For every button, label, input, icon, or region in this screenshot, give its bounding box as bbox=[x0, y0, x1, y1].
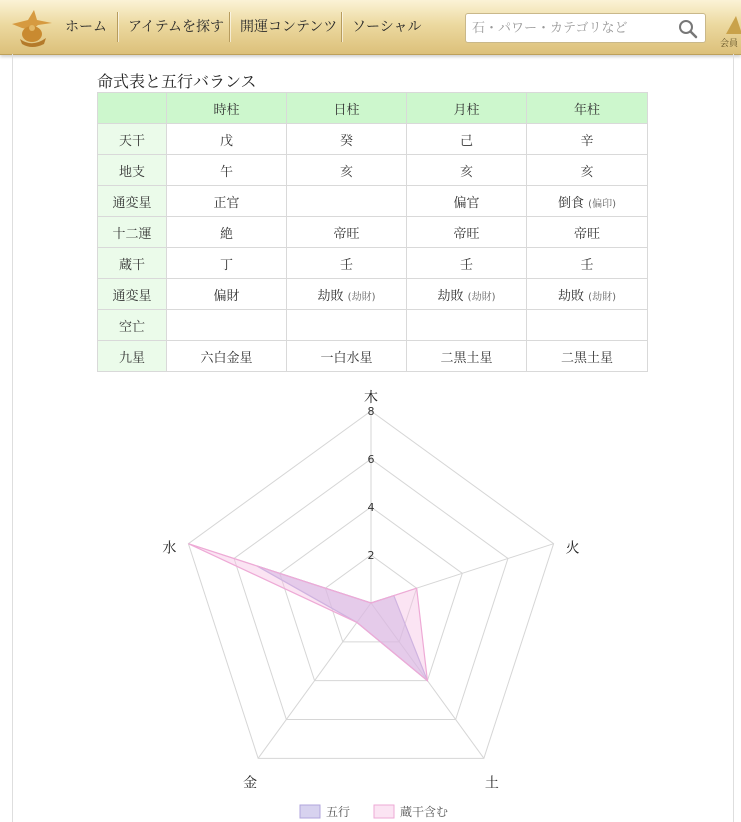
cell-main-text: 劫敗 bbox=[317, 288, 344, 304]
legend-label: 五行 bbox=[326, 805, 351, 819]
table-cell: 戊 bbox=[167, 124, 287, 155]
table-cell: 帝旺 bbox=[287, 217, 407, 248]
nav-social[interactable]: ソーシャル bbox=[352, 19, 422, 35]
member-label[interactable]: 会員 bbox=[720, 39, 739, 49]
header-year-pillar: 年柱 bbox=[527, 93, 648, 124]
row-label: 通変星 bbox=[98, 186, 167, 217]
legend-label: 蔵干含む bbox=[400, 805, 449, 819]
cell-main-text: 劫敗 bbox=[558, 288, 585, 304]
table-cell: 帝旺 bbox=[527, 217, 648, 248]
cell-note: (劫財) bbox=[347, 291, 376, 303]
legend-swatch bbox=[300, 805, 320, 818]
table-cell: 壬 bbox=[407, 248, 527, 279]
radar-tick-label: 4 bbox=[367, 501, 375, 514]
row-label: 蔵干 bbox=[98, 248, 167, 279]
cell-main-text: 倒食 bbox=[558, 195, 585, 211]
table-cell: 二黒土星 bbox=[527, 341, 648, 372]
table-cell: 六白金星 bbox=[167, 341, 287, 372]
section-title: 命式表と五行バランス bbox=[97, 72, 257, 91]
radar-axis-label: 水 bbox=[162, 540, 177, 557]
radar-axis-label: 木 bbox=[364, 390, 378, 406]
radar-tick-label: 2 bbox=[367, 549, 375, 562]
row-label: 空亡 bbox=[98, 310, 167, 341]
table-cell: 亥 bbox=[407, 155, 527, 186]
table-cell: 偏官 bbox=[407, 186, 527, 217]
cell-main-text: 劫敗 bbox=[437, 288, 464, 304]
nav-fortune-contents[interactable]: 開運コンテンツ bbox=[240, 19, 338, 35]
table-cell: 一白水星 bbox=[287, 341, 407, 372]
cell-note: (劫財) bbox=[588, 291, 616, 303]
table-cell: 帝旺 bbox=[407, 217, 527, 248]
cell-note: (劫財) bbox=[467, 291, 496, 303]
table-cell: 壬 bbox=[527, 248, 648, 279]
table-cell: 亥 bbox=[527, 155, 648, 186]
table-cell: 癸 bbox=[287, 124, 407, 155]
cell-note: (偏印) bbox=[588, 198, 616, 210]
header-hour-pillar: 時柱 bbox=[167, 93, 287, 124]
table-cell: 己 bbox=[407, 124, 527, 155]
table-cell: 絶 bbox=[167, 217, 287, 248]
row-label: 九星 bbox=[98, 341, 167, 372]
radar-axis-label: 金 bbox=[243, 775, 258, 792]
table-cell: 二黒土星 bbox=[407, 341, 527, 372]
nav-find-items[interactable]: アイテムを探す bbox=[128, 19, 225, 35]
table-cell: 正官 bbox=[167, 186, 287, 217]
header-month-pillar: 月柱 bbox=[407, 93, 527, 124]
row-label: 地支 bbox=[98, 155, 167, 186]
row-label: 天干 bbox=[98, 124, 167, 155]
row-label: 十二運 bbox=[98, 217, 167, 248]
table-cell: 壬 bbox=[287, 248, 407, 279]
table-cell: 辛 bbox=[527, 124, 648, 155]
table-cell: 亥 bbox=[287, 155, 407, 186]
row-label: 通変星 bbox=[98, 279, 167, 310]
radar-axis-label: 土 bbox=[484, 775, 499, 792]
radar-tick-label: 8 bbox=[367, 405, 375, 418]
radar-axis-label: 火 bbox=[565, 540, 580, 557]
table-cell: 丁 bbox=[167, 248, 287, 279]
table-cell: 午 bbox=[167, 155, 287, 186]
legend-swatch bbox=[374, 805, 394, 818]
radar-tick-label: 6 bbox=[367, 453, 375, 466]
table-cell: 偏財 bbox=[167, 279, 287, 310]
nav-home[interactable]: ホーム bbox=[65, 19, 107, 35]
header-day-pillar: 日柱 bbox=[287, 93, 407, 124]
